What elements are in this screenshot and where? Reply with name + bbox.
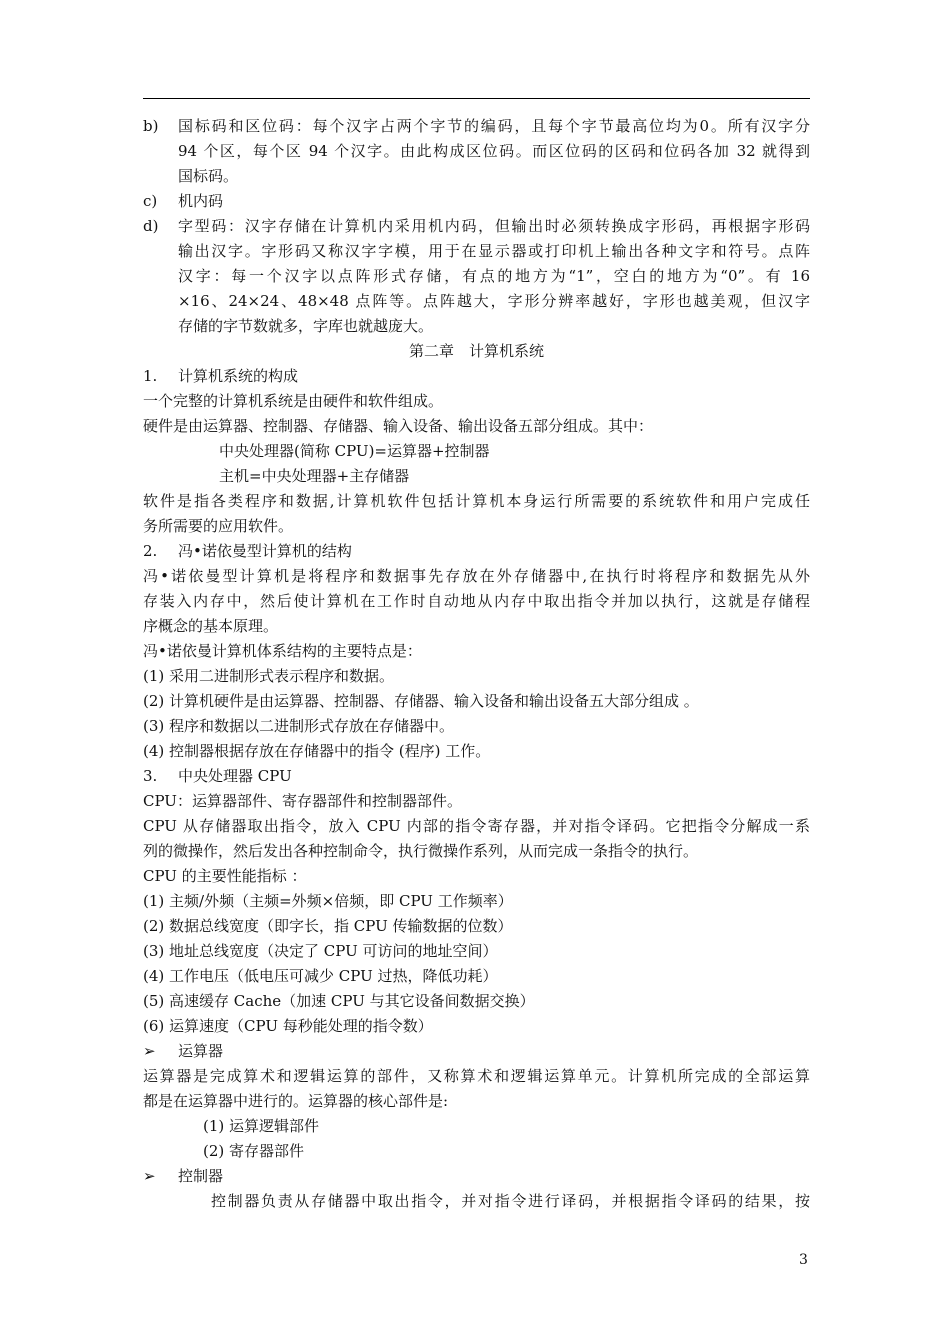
list-item-continuation: 国标码。 (178, 167, 239, 185)
numbered-item: (2) 数据总线宽度（即字长，指 CPU 传输数据的位数） (143, 917, 513, 935)
paragraph: 冯•诺依曼计算机体系结构的主要特点是： (143, 642, 422, 660)
page-body (143, 114, 810, 1214)
paragraph: 序概念的基本原理。 (143, 617, 279, 635)
numbered-item: (3) 地址总线宽度（决定了 CPU 可访问的地址空间） (143, 942, 498, 960)
bullet-heading-cu (143, 1164, 810, 1189)
arrow-bullet-icon: ➢ (143, 1167, 156, 1185)
list-marker: b) (143, 117, 159, 135)
section-number: 3. (143, 767, 158, 785)
paragraph: 硬件是由运算器、控制器、存储器、输入设备、输出设备五部分组成。其中： (143, 417, 654, 435)
numbered-item: (4) 工作电压（低电压可减少 CPU 过热，降低功耗） (143, 967, 498, 985)
paragraph: 务所需要的应用软件。 (143, 517, 294, 535)
list-item-continuation: ×16、24×24、48×48 点阵等。点阵越大，字形分辨率越好，字形也越美观，但汉字 (178, 292, 810, 310)
list-item-continuation: 汉字：每一个汉字以点阵形式存储，有点的地方为“1”，空白的地方为“0”。有 16 (178, 267, 810, 285)
list-item-continuation: 存储的字节数就多，字库也就越庞大。 (178, 317, 434, 335)
list-marker: d) (143, 217, 159, 235)
paragraph: CPU：运算器部件、寄存器部件和控制器部件。 (143, 792, 462, 810)
list-item-text: 字型码：汉字存储在计算机内采用机内码，但输出时必须转换成字形码，再根据字形码 (178, 217, 810, 235)
paragraph: 软件是指各类程序和数据,计算机软件包括计算机本身运行所需要的系统软件和用户完成任 (143, 492, 810, 510)
list-item-c (143, 189, 810, 214)
numbered-item: (1) 主频/外频（主频=外频×倍频，即 CPU 工作频率） (143, 892, 513, 910)
section-number: 2. (143, 542, 158, 560)
paragraph: 控制器负责从存储器中取出指令，并对指令进行译码，并根据指令译码的结果，按 (211, 1192, 810, 1210)
paragraph: 冯•诺依曼型计算机是将程序和数据事先存放在外存储器中,在执行时将程序和数据先从外 (143, 567, 810, 585)
numbered-item: (2) 寄存器部件 (203, 1142, 305, 1160)
numbered-item: (6) 运算速度（CPU 每秒能处理的指令数） (143, 1017, 433, 1035)
list-item-continuation: 输出汉字。字形码又称汉字字模，用于在显示器或打印机上输出各种文字和符号。点阵 (178, 242, 810, 260)
section-title: 中央处理器 CPU (178, 767, 292, 785)
bullet-heading-alu (143, 1039, 810, 1064)
formula-line: 主机=中央处理器+主存储器 (219, 467, 410, 485)
section-heading (143, 539, 810, 564)
numbered-item: (5) 高速缓存 Cache（加速 CPU 与其它设备间数据交换） (143, 992, 535, 1010)
section-heading (143, 764, 810, 789)
numbered-item: (4) 控制器根据存放在存储器中的指令 (程序) 工作。 (143, 742, 491, 760)
section-number: 1. (143, 367, 158, 385)
numbered-item: (1) 采用二进制形式表示程序和数据。 (143, 667, 395, 685)
list-item-d (143, 214, 810, 239)
paragraph: 运算器是完成算术和逻辑运算的部件，又称算术和逻辑运算单元。计算机所完成的全部运算 (143, 1067, 810, 1085)
section-heading (143, 364, 810, 389)
paragraph: 列的微操作，然后发出各种控制命令，执行微操作系列，从而完成一条指令的执行。 (143, 842, 699, 860)
bullet-heading-text: 控制器 (178, 1167, 224, 1185)
chapter-title: 第二章 计算机系统 (408, 342, 544, 360)
section-title: 冯•诺依曼型计算机的结构 (178, 542, 352, 560)
list-item-b (143, 114, 810, 139)
section-title: 计算机系统的构成 (178, 367, 299, 385)
paragraph: 一个完整的计算机系统是由硬件和软件组成。 (143, 392, 444, 410)
numbered-item: (3) 程序和数据以二进制形式存放在存储器中。 (143, 717, 455, 735)
paragraph: CPU 从存储器取出指令，放入 CPU 内部的指令寄存器，并对指令译码。它把指令分解成一系 (143, 817, 810, 835)
paragraph: CPU 的主要性能指标 ： (143, 867, 307, 885)
header-rule (143, 98, 810, 99)
formula-line: 中央处理器(简称 CPU)=运算器+控制器 (219, 442, 490, 460)
numbered-item: (1) 运算逻辑部件 (203, 1117, 320, 1135)
list-marker: c) (143, 192, 158, 210)
arrow-bullet-icon: ➢ (143, 1042, 156, 1060)
list-item-text: 机内码 (178, 192, 224, 210)
bullet-heading-text: 运算器 (178, 1042, 224, 1060)
paragraph: 都是在运算器中进行的。运算器的核心部件是: (143, 1092, 449, 1110)
list-item-continuation: 94 个区，每个区 94 个汉字。由此构成区位码。而区位码的区码和位码各加 32 就得到 (178, 142, 810, 160)
numbered-item: (2) 计算机硬件是由运算器、控制器、存储器、输入设备和输出设备五大部分组成 。 (143, 692, 699, 710)
page-number: 3 (799, 1252, 808, 1268)
list-item-text: 国标码和区位码：每个汉字占两个字节的编码，且每个字节最高位均为0。所有汉字分 (178, 117, 810, 135)
paragraph: 存装入内存中，然后使计算机在工作时自动地从内存中取出指令并加以执行，这就是存储程 (143, 592, 810, 610)
